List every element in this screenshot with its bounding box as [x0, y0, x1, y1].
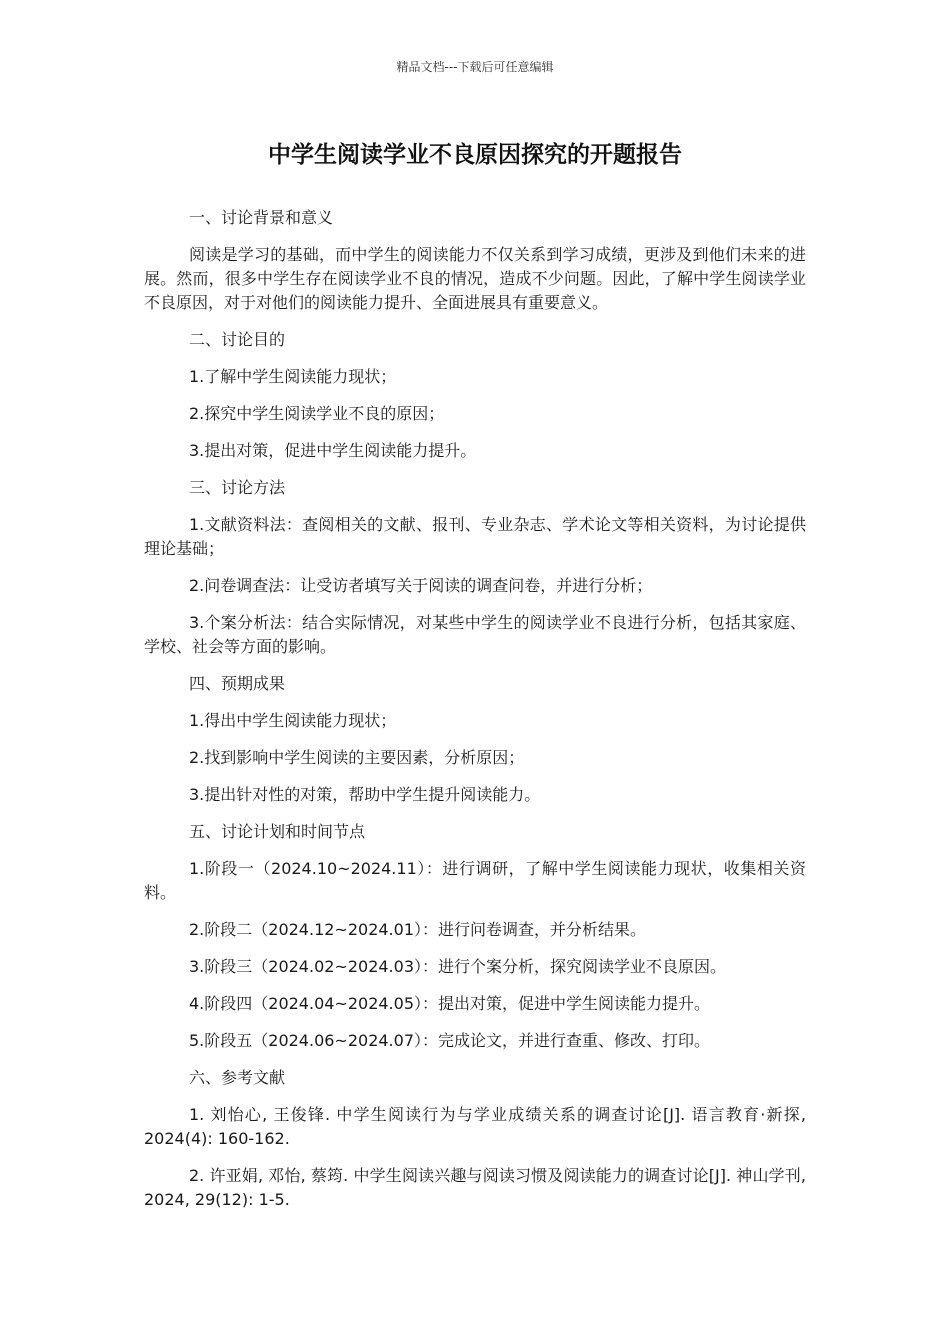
list-item: 1.了解中学生阅读能力现状；	[189, 367, 397, 386]
header-note: 精品文档---下载后可任意编辑	[396, 60, 554, 74]
body-paragraph: 阅读是学习的基础，而中学生的阅读能力不仅关系到学习成绩，更涉及到他们未来的进展。然而，很多中学生存在阅读学业不良的情况，造成不少问题。因此，了解中学生阅读学业不良原因，对于对他们的阅读能力提升、全面进展具有重要意义。	[144, 245, 806, 312]
schedule-item: 3.阶段三（2024.02~2024.03）：进行个案分析，探究阅读学业不良原因。	[189, 957, 727, 976]
section-heading-background: 一、讨论背景和意义	[189, 208, 334, 227]
list-item: 2.探究中学生阅读学业不良的原因；	[189, 404, 445, 423]
list-item: 2.找到影响中学生阅读的主要因素，分析原因；	[189, 748, 525, 767]
section-heading-schedule: 五、讨论计划和时间节点	[189, 822, 366, 841]
schedule-item: 2.阶段二（2024.12~2024.01）：进行问卷调查，并分析结果。	[189, 920, 647, 939]
list-item: 1.得出中学生阅读能力现状；	[189, 711, 397, 730]
list-item: 3.提出对策，促进中学生阅读能力提升。	[189, 441, 477, 460]
document-body	[144, 206, 806, 1225]
schedule-item: 1.阶段一（2024.10~2024.11）：进行调研，了解中学生阅读能力现状，收集相关资料。	[144, 859, 806, 902]
list-item: 2.问卷调查法：让受访者填写关于阅读的调查问卷，并进行分析；	[189, 576, 653, 595]
list-item: 1.文献资料法：查阅相关的文献、报刊、专业杂志、学术论文等相关资料，为讨论提供理论基础；	[144, 515, 806, 558]
list-item: 3.提出针对性的对策，帮助中学生提升阅读能力。	[189, 785, 541, 804]
reference-item: 1. 刘怡心, 王俊锋. 中学生阅读行为与学业成绩关系的调查讨论[J]. 语言教育·新探, 2024(4): 160-162.	[144, 1105, 806, 1148]
document-title: 中学生阅读学业不良原因探究的开题报告	[268, 142, 682, 168]
list-item: 3.个案分析法：结合实际情况，对某些中学生的阅读学业不良进行分析，包括其家庭、学校、社会等方面的影响。	[144, 613, 806, 656]
schedule-item: 4.阶段四（2024.04~2024.05）：提出对策，促进中学生阅读能力提升。	[189, 994, 711, 1013]
reference-item: 2. 许亚娟, 邓怡, 蔡筠. 中学生阅读兴趣与阅读习惯及阅读能力的调查讨论[J]. 神山学刊, 2024, 29(12): 1-5.	[144, 1166, 806, 1209]
section-heading-outcomes: 四、预期成果	[189, 674, 286, 693]
schedule-item: 5.阶段五（2024.06~2024.07）：完成论文，并进行查重、修改、打印。	[189, 1031, 711, 1050]
section-heading-methods: 三、讨论方法	[189, 478, 286, 497]
section-heading-references: 六、参考文献	[189, 1068, 286, 1087]
section-heading-purpose: 二、讨论目的	[189, 330, 286, 349]
